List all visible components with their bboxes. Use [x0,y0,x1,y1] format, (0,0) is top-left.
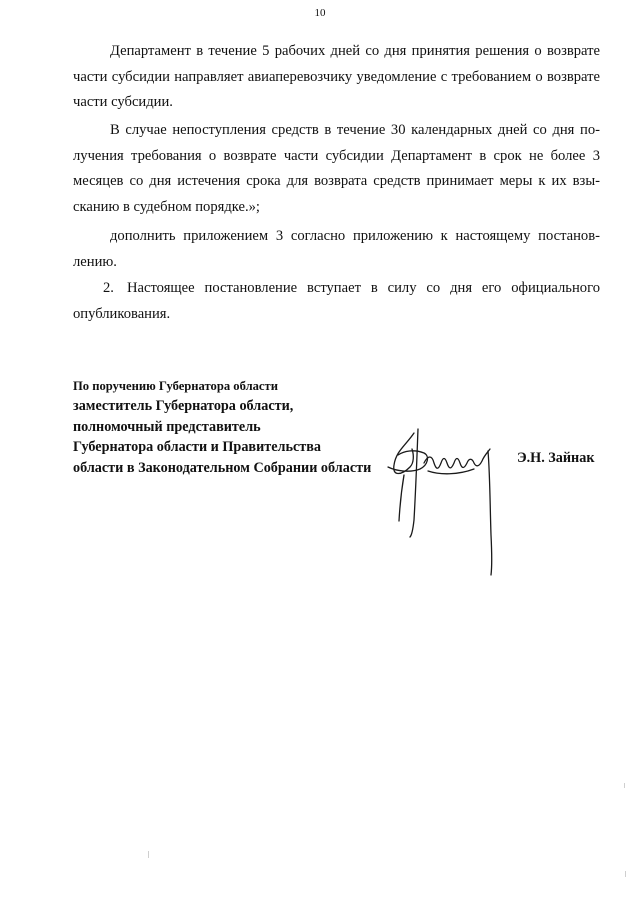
signature-line-representative: полномочный представитель [73,418,261,435]
page-number: 10 [314,7,326,19]
scan-speck [625,871,626,877]
paragraph-refund-notice: Департамент в течение 5 рабочих дней со дня принятия решения о возврате части субсидии направляет авиаперевозчику уведомление с требованием о возврате части субсидии. [73,43,600,110]
signature-line-legislative-assembly: области в Законодательном Собрании области [73,459,372,476]
signature-line-deputy-governor: заместитель Губернатора области, [73,398,294,414]
item-2-effective-date [73,276,600,327]
signer-name: Э.Н. Зайнак [517,450,595,466]
signature-line-governor-government: Губернатора области и Правительства [73,439,321,455]
paragraph-appendix-3: дополнить приложением 3 согласно приложению к настоящему постановлению. [73,228,600,270]
handwritten-signature [384,425,504,585]
scan-speck [624,783,625,788]
paragraph-court-recovery: В случае непоступления средств в течение 30 календарных дней со дня получения требования о возврате части субсидии Департамент в срок не более 3 месяцев со дня истечения срока для возврата средств принимает меры к их взысканию в судебном порядке.»; [73,122,600,215]
signature-block [73,378,371,478]
item-text: Настоящее постановление вступает в силу со дня его официального опубликования. [73,280,600,322]
item-number: 2. [103,280,114,296]
scan-speck [148,851,149,858]
signature-line-on-behalf: По поручению Губернатора области [73,379,278,393]
